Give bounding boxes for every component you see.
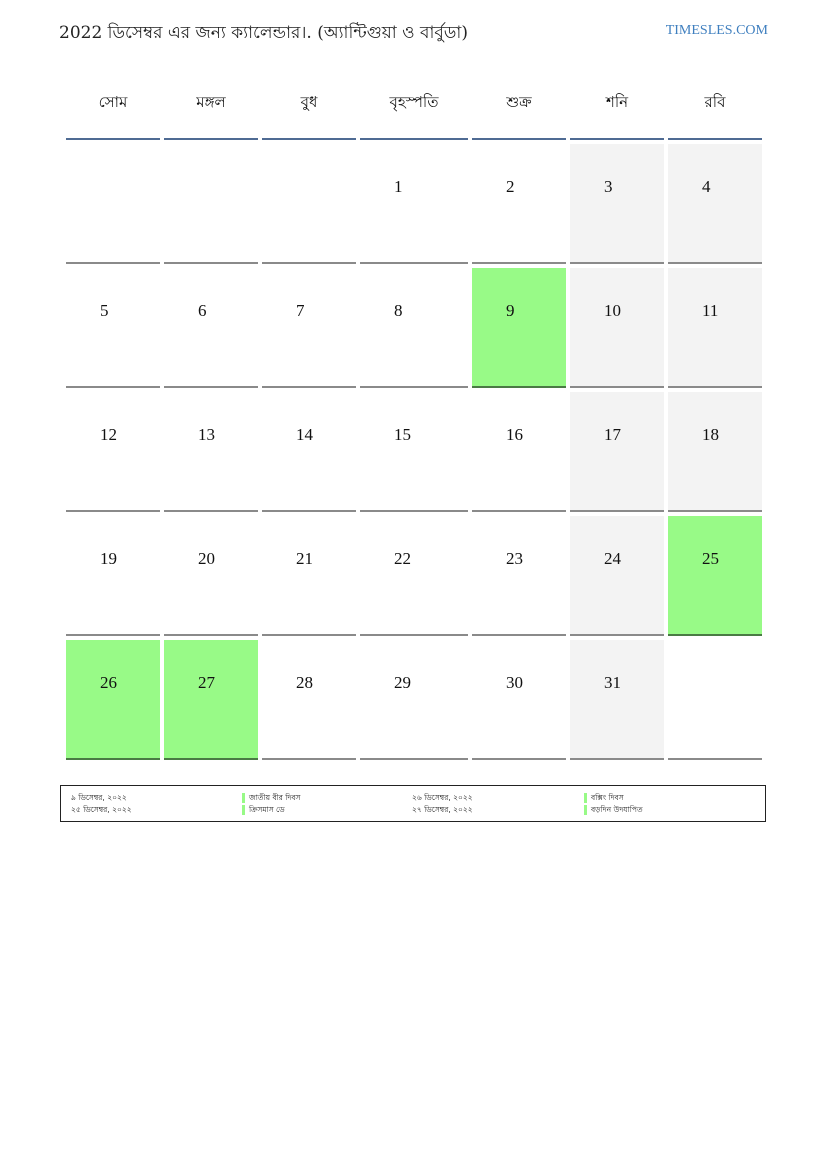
- day-number: 30: [506, 673, 523, 692]
- calendar-day-cell: [262, 268, 356, 388]
- day-number: 24: [604, 549, 621, 568]
- day-number: 21: [296, 549, 313, 568]
- calendar-day-cell: [570, 392, 664, 512]
- calendar-empty-cell: [164, 144, 258, 264]
- calendar-day-cell: [472, 640, 566, 760]
- day-number: 22: [394, 549, 411, 568]
- day-number: 5: [100, 301, 109, 320]
- day-number: 25: [702, 549, 719, 568]
- calendar-week-row: [66, 268, 762, 388]
- calendar-day-cell: [164, 516, 258, 636]
- calendar-day-cell: [472, 516, 566, 636]
- day-number: 13: [198, 425, 215, 444]
- legend-color-swatch: [584, 793, 587, 803]
- day-number: 11: [702, 301, 719, 320]
- calendar-empty-cell: [66, 144, 160, 264]
- calendar-day-cell: [66, 392, 160, 512]
- calendar-day-cell: [360, 268, 468, 388]
- day-number: 23: [506, 549, 523, 568]
- calendar-day-cell: [472, 392, 566, 512]
- calendar-day-cell: [472, 144, 566, 264]
- calendar-day-cell: [360, 392, 468, 512]
- calendar-day-cell: [668, 268, 762, 388]
- day-number: 16: [506, 425, 523, 444]
- day-number: 19: [100, 549, 117, 568]
- calendar-week-row: [66, 516, 762, 636]
- weekday-wednesday: বুধ: [262, 68, 356, 140]
- weekday-sunday: রবি: [668, 68, 762, 140]
- weekday-thursday: বৃহস্পতি: [360, 68, 468, 140]
- calendar-week-row: [66, 144, 762, 264]
- legend-date: ২৫ ডিসেম্বর, ২০২২: [71, 805, 132, 814]
- calendar-day-cell: [570, 144, 664, 264]
- day-number: 18: [702, 425, 719, 444]
- calendar-grid: [62, 64, 766, 764]
- legend-color-swatch: [584, 805, 587, 815]
- day-number: 14: [296, 425, 313, 444]
- page-title: 2022 ডিসেম্বর এর জন্য ক্যালেন্ডার।. (অ্যান্টিগুয়া ও বার্বুডা): [59, 23, 468, 43]
- legend-date: ৯ ডিসেম্বর, ২০২২: [71, 793, 127, 802]
- holiday-legend: [60, 785, 766, 822]
- day-number: 9: [506, 301, 515, 320]
- day-number: 28: [296, 673, 313, 692]
- legend-holiday-name: বড়দিন উদযাপিত: [591, 805, 643, 814]
- legend-color-swatch: [242, 793, 245, 803]
- legend-holiday-name: ক্রিসমাস ডে: [249, 805, 285, 814]
- calendar-day-cell: [66, 268, 160, 388]
- calendar-day-holiday: [164, 640, 258, 760]
- calendar-day-cell: [66, 516, 160, 636]
- day-number: 3: [604, 177, 613, 196]
- day-number: 31: [604, 673, 621, 692]
- weekday-header-row: [66, 68, 762, 140]
- calendar-day-cell: [570, 640, 664, 760]
- day-number: 12: [100, 425, 117, 444]
- brand-link[interactable]: TIMESLES.COM: [665, 23, 768, 38]
- calendar-day-cell: [164, 392, 258, 512]
- day-number: 2: [506, 177, 515, 196]
- calendar-day-cell: [360, 516, 468, 636]
- calendar-empty-cell: [668, 640, 762, 760]
- weekday-monday: সোম: [66, 68, 160, 140]
- day-number: 15: [394, 425, 411, 444]
- calendar-day-cell: [360, 144, 468, 264]
- legend-holiday-name: বক্সিং দিবস: [591, 793, 624, 802]
- calendar-day-cell: [668, 144, 762, 264]
- day-number: 26: [100, 673, 117, 692]
- calendar-week-row: [66, 640, 762, 760]
- calendar-day-holiday: [66, 640, 160, 760]
- legend-date: ২৬ ডিসেম্বর, ২০২২: [412, 793, 473, 802]
- calendar-day-cell: [262, 392, 356, 512]
- calendar-day-cell: [570, 516, 664, 636]
- calendar-day-holiday: [472, 268, 566, 388]
- weekday-saturday: শনি: [570, 68, 664, 140]
- calendar-day-cell: [360, 640, 468, 760]
- day-number: 29: [394, 673, 411, 692]
- calendar-day-cell: [570, 268, 664, 388]
- weekday-tuesday: মঙ্গল: [164, 68, 258, 140]
- day-number: 8: [394, 301, 403, 320]
- day-number: 27: [198, 673, 215, 692]
- day-number: 17: [604, 425, 621, 444]
- day-number: 1: [394, 177, 403, 196]
- calendar-empty-cell: [262, 144, 356, 264]
- calendar-week-row: [66, 392, 762, 512]
- calendar-day-cell: [262, 516, 356, 636]
- legend-holiday-name: জাতীয় বীর দিবস: [249, 793, 301, 802]
- weekday-friday: শুক্র: [472, 68, 566, 140]
- day-number: 20: [198, 549, 215, 568]
- day-number: 10: [604, 301, 621, 320]
- calendar-day-holiday: [668, 516, 762, 636]
- calendar-day-cell: [164, 268, 258, 388]
- legend-color-swatch: [242, 805, 245, 815]
- calendar-day-cell: [668, 392, 762, 512]
- legend-date: ২৭ ডিসেম্বর, ২০২২: [412, 805, 473, 814]
- calendar-day-cell: [262, 640, 356, 760]
- day-number: 4: [702, 177, 711, 196]
- day-number: 6: [198, 301, 207, 320]
- day-number: 7: [296, 301, 305, 320]
